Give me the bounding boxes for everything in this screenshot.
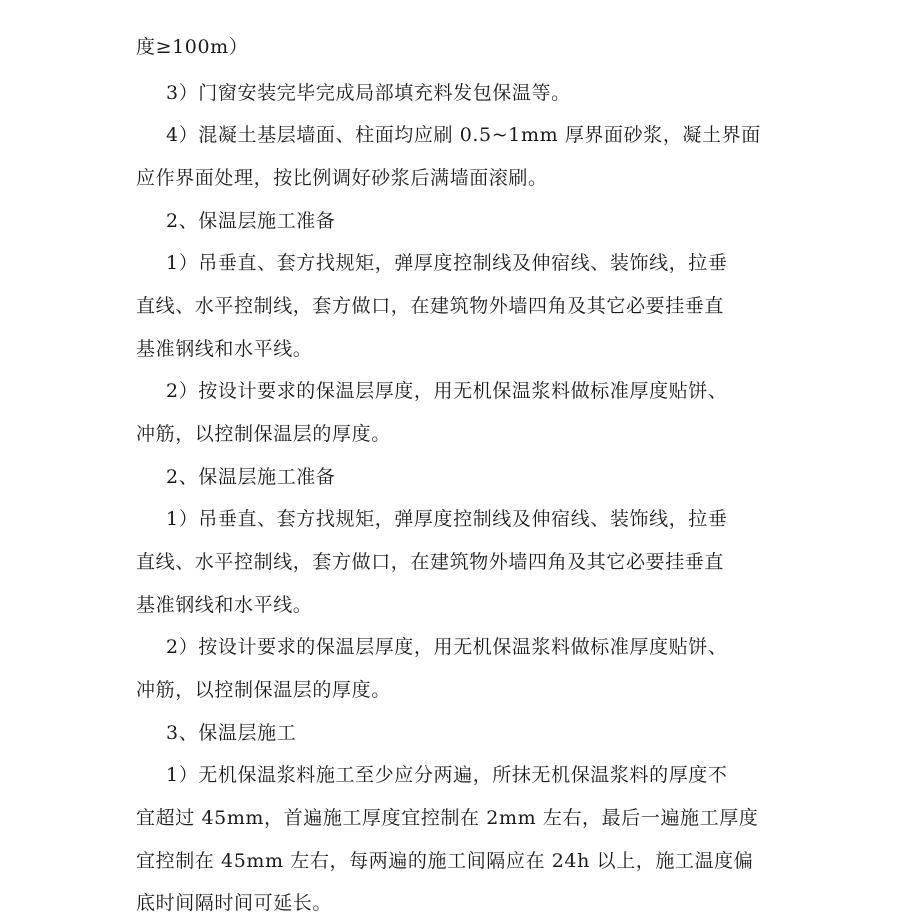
text-line: 宜超过 45mm，首遍施工厚度宜控制在 2mm 左右，最后一遍施工厚度: [136, 807, 759, 829]
text-line: 1）吊垂直、套方找规矩，弹厚度控制线及伸宿线、装饰线，拉垂: [166, 508, 728, 530]
text-line: 2）按设计要求的保温层厚度，用无机保温浆料做标准厚度贴饼、: [166, 636, 728, 658]
text-line: 基准钢线和水平线。: [136, 594, 313, 616]
text-line: 底时间隔时间可延长。: [136, 892, 333, 914]
text-line: 3）门窗安装完毕完成局部填充料发包保温等。: [166, 82, 571, 104]
text-line: 度≥100m）: [136, 36, 249, 58]
section-heading: 2、保温层施工准备: [166, 466, 336, 488]
text-line: 冲筋，以控制保温层的厚度。: [136, 423, 391, 445]
text-line: 冲筋，以控制保温层的厚度。: [136, 679, 391, 701]
text-line: 1）无机保温浆料施工至少应分两遍，所抹无机保温浆料的厚度不: [166, 764, 728, 786]
text-line: 直线、水平控制线，套方做口，在建筑物外墙四角及其它必要挂垂直: [136, 295, 725, 317]
text-line: 宜控制在 45mm 左右，每两遍的施工间隔应在 24h 以上，施工温度偏: [136, 850, 754, 872]
text-line: 4）混凝土基层墙面、柱面均应刷 0.5~1mm 厚界面砂浆，凝土界面: [166, 124, 761, 146]
section-heading: 3、保温层施工: [166, 722, 297, 744]
text-line: 基准钢线和水平线。: [136, 338, 313, 360]
section-heading: 2、保温层施工准备: [166, 210, 336, 232]
text-line: 1）吊垂直、套方找规矩，弹厚度控制线及伸宿线、装饰线，拉垂: [166, 252, 728, 274]
text-line: 直线、水平控制线，套方做口，在建筑物外墙四角及其它必要挂垂直: [136, 551, 725, 573]
text-line: 2）按设计要求的保温层厚度，用无机保温浆料做标准厚度贴饼、: [166, 380, 728, 402]
text-line: 应作界面处理，按比例调好砂浆后满墙面滚刷。: [136, 167, 548, 189]
